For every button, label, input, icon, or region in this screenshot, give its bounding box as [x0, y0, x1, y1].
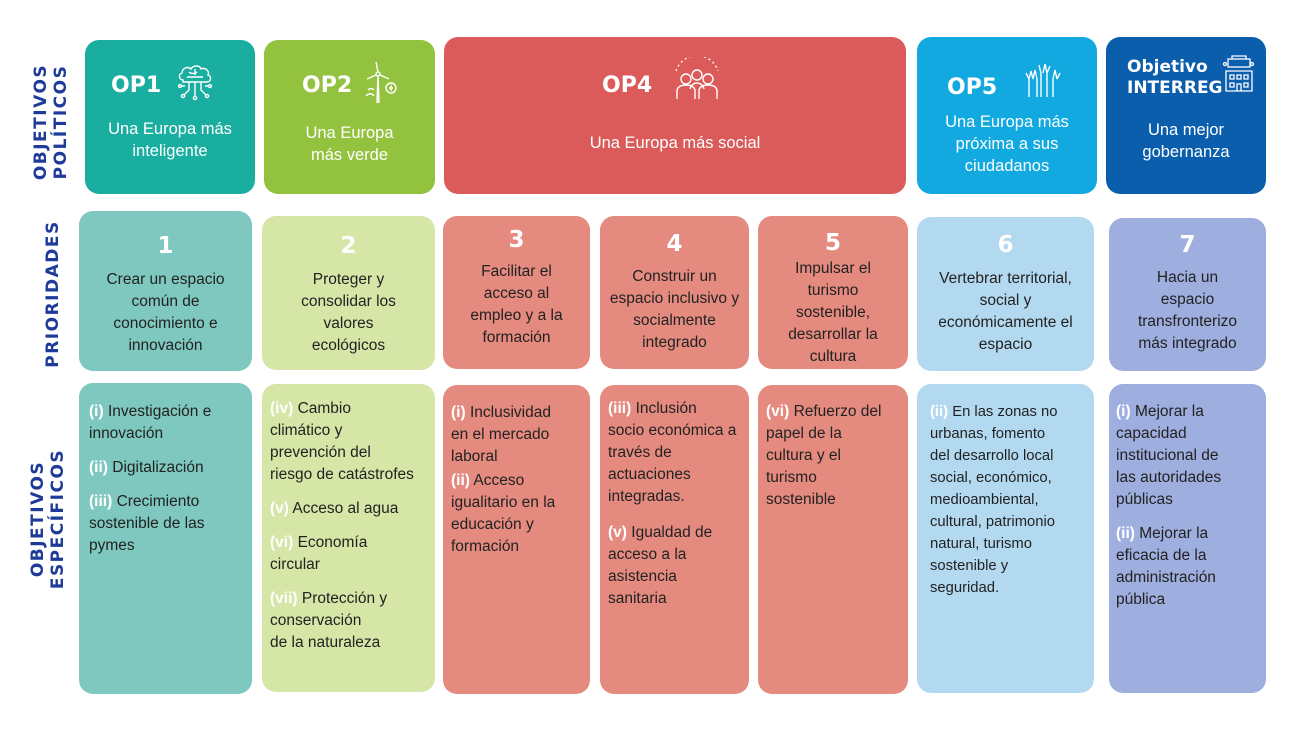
priority-text: Construir un espacio inclusivo y socialmente integrado	[609, 268, 740, 351]
priority-number: 5	[824, 230, 841, 256]
op1-title: OP1	[111, 73, 162, 98]
row-label-objetivos-politicos: OBJETIVOS POLÍTICOS	[31, 63, 71, 181]
priority-2-card	[262, 216, 435, 370]
specific-objectives-5-card	[758, 385, 908, 694]
interreg-subtitle: Una mejor gobernanza	[1142, 121, 1230, 161]
wind-turbine-icon	[364, 60, 400, 104]
brain-circuit-icon	[175, 62, 215, 104]
priority-4-card	[600, 216, 749, 369]
priority-text: Hacia un espacio transfronterizo más integrado	[1137, 269, 1238, 352]
list-item: (vi) Economía circular	[270, 534, 368, 573]
op4-subtitle: Una Europa más social	[589, 134, 761, 152]
op1-card	[85, 40, 255, 194]
list-item: (ii) En las zonas no urbanas, fomento del desarrollo local social, económico, medioambiental, cultural, patrimonio natural, turismo sostenible y seguridad.	[930, 404, 1058, 596]
op5-card	[917, 37, 1097, 194]
list-item: (vi) Refuerzo del papel de la cultura y el turismo sostenible	[766, 403, 882, 508]
priority-number: 7	[1179, 232, 1196, 258]
priority-6-card	[917, 217, 1094, 371]
specific-objectives-list	[608, 398, 749, 622]
priority-text: Crear un espacio común de conocimiento e innovación	[106, 271, 225, 354]
priority-number: 2	[340, 233, 357, 259]
op4-card	[444, 37, 906, 194]
people-group-icon	[670, 57, 724, 105]
priority-5-card	[758, 216, 908, 369]
priority-7-card	[1109, 218, 1266, 371]
op1-subtitle: Una Europa más inteligente	[108, 120, 232, 160]
specific-objectives-6-card	[917, 384, 1094, 693]
priority-1-card	[79, 211, 252, 371]
priority-text: Proteger y consolidar los valores ecológicos	[301, 271, 396, 354]
list-item: (ii) Acceso igualitario en la educación y formación	[451, 472, 556, 555]
priority-number: 6	[997, 232, 1014, 258]
op2-subtitle: Una Europa más verde	[305, 124, 394, 164]
specific-objectives-list	[930, 401, 1092, 611]
specific-objectives-list	[451, 402, 588, 570]
list-item: (v) Acceso al agua	[270, 500, 399, 517]
interreg-title: Objetivo INTERREG	[1127, 57, 1223, 98]
list-item: (v) Igualdad de acceso a la asistencia sanitaria	[608, 524, 713, 607]
priority-text: Vertebrar territorial, social y económicamente el espacio	[938, 270, 1073, 353]
op5-subtitle: Una Europa más próxima a sus ciudadanos	[945, 113, 1069, 175]
specific-objectives-list	[1116, 401, 1264, 623]
op5-title: OP5	[947, 75, 998, 100]
specific-objectives-list	[270, 398, 433, 666]
op4-title: OP4	[602, 73, 653, 98]
list-item: (ii) Mejorar la eficacia de la administración pública	[1116, 525, 1216, 608]
list-item: (iii) Crecimiento sostenible de las pymes	[89, 493, 205, 554]
specific-objectives-list	[766, 401, 906, 523]
specific-objectives-1-card	[79, 383, 252, 694]
specific-objectives-7-card	[1109, 384, 1266, 693]
specific-objectives-4-card	[600, 385, 749, 694]
specific-objectives-list	[89, 401, 246, 569]
op2-card	[264, 40, 435, 194]
priority-3-card	[443, 216, 590, 369]
priority-number: 1	[157, 233, 174, 259]
priority-number: 3	[508, 227, 525, 253]
specific-objectives-3-card	[443, 385, 590, 694]
row-label-prioridades: PRIORIDADES	[43, 220, 63, 368]
list-item: (ii) Digitalización	[89, 459, 204, 476]
building-network-icon	[1222, 55, 1256, 95]
list-item: (i) Inclusividad en el mercado laboral	[451, 404, 551, 465]
list-item: (vii) Protección y conservación de la naturaleza	[270, 590, 388, 651]
priority-text: Facilitar el acceso al empleo y a la formación	[470, 263, 563, 346]
row-label-objetivos-especificos: OBJETIVOS ESPECÍFICOS	[28, 448, 68, 590]
list-item: (i) Mejorar la capacidad institucional de las autoridades públicas	[1116, 403, 1222, 508]
interreg-card	[1106, 37, 1266, 194]
list-item: (iv) Cambio climático y prevención del riesgo de catástrofes	[270, 400, 414, 483]
list-item: (iii) Inclusión socio económica a través de actuaciones integradas.	[608, 400, 737, 505]
op2-title: OP2	[302, 73, 353, 98]
specific-objectives-2-card	[262, 384, 435, 692]
list-item: (i) Investigación e innovación	[89, 403, 212, 442]
priority-text: Impulsar el turismo sostenible, desarrollar la cultura	[788, 260, 878, 365]
raised-hands-icon	[1023, 61, 1063, 99]
priority-number: 4	[666, 231, 683, 257]
